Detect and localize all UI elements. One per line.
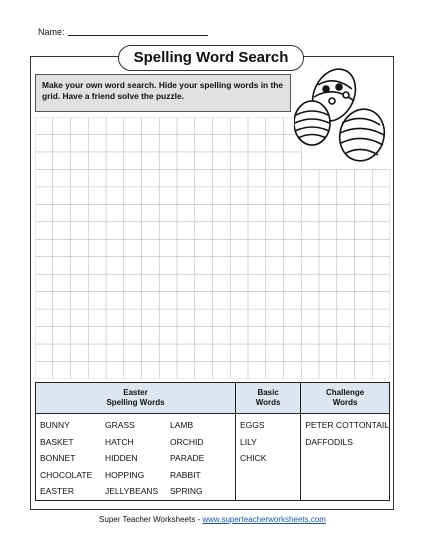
- basic-header: Basic Words: [236, 383, 301, 414]
- spelling-words-table: [35, 382, 390, 501]
- page-title: Spelling Word Search: [118, 45, 304, 71]
- list-item: ORCHID: [170, 436, 204, 447]
- challenge-words-cell: [301, 414, 390, 501]
- challenge-header: Challenge Words: [301, 383, 390, 414]
- list-item: BONNET: [40, 453, 76, 463]
- list-item: HIDDEN: [105, 453, 138, 463]
- list-item: SPRING: [170, 486, 203, 496]
- list-item: CHOCOLATE: [40, 469, 93, 480]
- name-field: [38, 27, 208, 37]
- name-line[interactable]: [68, 35, 208, 36]
- footer-text: Super Teacher Worksheets -: [99, 515, 203, 524]
- list-item: HATCH: [105, 436, 134, 447]
- list-item: RABBIT: [170, 469, 201, 480]
- easter-column-1: [40, 417, 105, 500]
- list-item: GRASS: [105, 420, 135, 430]
- easter-column-2: [105, 417, 170, 500]
- list-item: PETER COTTONTAIL: [305, 420, 389, 430]
- list-item: DAFFODILS: [305, 436, 353, 447]
- footer-link[interactable]: www.superteacherworksheets.com: [202, 515, 326, 524]
- basic-words-cell: [236, 414, 301, 501]
- easter-header: Easter Spelling Words: [36, 383, 236, 414]
- list-item: HOPPING: [105, 469, 145, 480]
- list-item: LAMB: [170, 420, 194, 430]
- list-item: EASTER: [40, 486, 75, 496]
- list-item: LILY: [240, 436, 257, 447]
- easter-column-3: [170, 417, 235, 500]
- easter-words-cell: [36, 414, 236, 501]
- list-item: JELLYBEANS: [105, 486, 159, 496]
- list-item: EGGS: [240, 420, 265, 430]
- instructions-box: Make your own word search. Hide your spelling words in the grid. Have a friend solve the puzzle.: [35, 74, 291, 112]
- list-item: CHICK: [240, 453, 267, 463]
- easter-eggs-icon: [294, 65, 390, 170]
- list-item: BASKET: [40, 436, 74, 447]
- name-label: Name:: [38, 27, 65, 37]
- list-item: PARADE: [170, 453, 205, 463]
- footer: [0, 515, 425, 524]
- list-item: BUNNY: [40, 420, 70, 430]
